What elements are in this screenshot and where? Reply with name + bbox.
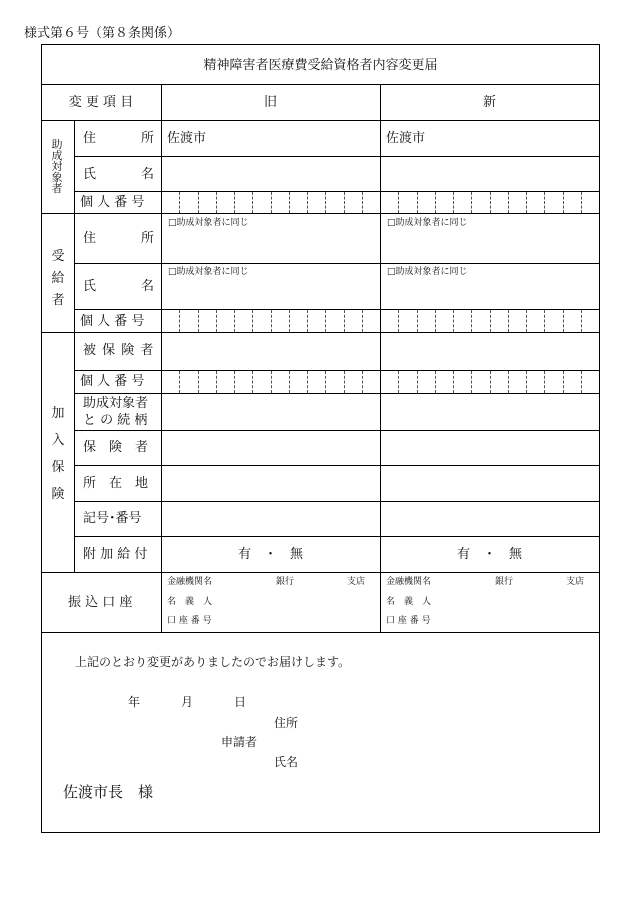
bank-account-number-label-old: 口 座 番 号 — [167, 616, 212, 626]
digit-separator — [362, 371, 363, 393]
digit-separator — [362, 192, 363, 213]
digit-separator — [398, 310, 399, 332]
recipient-address-new-checkbox[interactable]: □助成対象者に同じ — [387, 218, 468, 228]
digit-separator — [289, 371, 290, 393]
digit-separator — [526, 371, 527, 393]
digit-separator — [508, 371, 509, 393]
bank-account-number-label-new: 口 座 番 号 — [386, 616, 431, 626]
addressee: 佐渡市長 様 — [63, 783, 154, 801]
digit-separator — [544, 371, 545, 393]
digit-separator — [198, 310, 199, 332]
recipient-address-label-1: 住 — [83, 231, 97, 246]
digit-separator — [216, 192, 217, 213]
digit-separator — [234, 310, 235, 332]
subject-group-label: 助成対象者 — [51, 138, 63, 195]
digit-separator — [325, 371, 326, 393]
digit-separator — [234, 192, 235, 213]
subject-address-old[interactable]: 佐渡市 — [167, 131, 207, 146]
insurance-group-label: 加入保険 — [51, 406, 65, 502]
digit-separator — [289, 192, 290, 213]
bank-institution-label-new: 金融機関名 — [386, 577, 432, 587]
applicant-name-label: 氏名 — [274, 755, 299, 769]
recipient-group-label: 受給者 — [51, 249, 65, 308]
digit-separator — [544, 192, 545, 213]
date-day-label: 日 — [234, 695, 247, 709]
digit-separator — [289, 310, 290, 332]
bank-suffix-new: 銀行 — [495, 577, 514, 587]
digit-separator — [490, 192, 491, 213]
recipient-address-label-2: 所 — [141, 231, 155, 246]
digit-separator — [490, 371, 491, 393]
subject-address-new[interactable]: 佐渡市 — [386, 131, 426, 146]
digit-separator — [417, 310, 418, 332]
digit-separator — [581, 371, 582, 393]
date-month-label: 月 — [181, 695, 194, 709]
subject-mynumber-label: 個 人 番 号 — [80, 195, 145, 210]
date-year-label: 年 — [128, 695, 141, 709]
digit-separator — [307, 192, 308, 213]
insurer-label: 保 険 者 — [83, 440, 149, 455]
bank-account-label: 振 込 口 座 — [68, 595, 133, 610]
declaration-statement: 上記のとおり変更がありましたのでお届けします。 — [75, 655, 351, 669]
digit-separator — [526, 310, 527, 332]
digit-separator — [581, 192, 582, 213]
relation-label-2: と の 続 柄 — [83, 413, 148, 428]
digit-separator — [508, 192, 509, 213]
additional-benefit-label: 附 加 給 付 — [83, 547, 148, 562]
subject-address-label-2: 所 — [141, 131, 155, 146]
digit-separator — [453, 371, 454, 393]
digit-separator — [179, 371, 180, 393]
digit-separator — [362, 310, 363, 332]
digit-separator — [544, 310, 545, 332]
digit-separator — [179, 192, 180, 213]
branch-suffix-old: 支店 — [347, 577, 366, 587]
digit-separator — [435, 310, 436, 332]
digit-separator — [417, 371, 418, 393]
digit-separator — [325, 192, 326, 213]
digit-separator — [252, 192, 253, 213]
digit-separator — [526, 192, 527, 213]
digit-separator — [307, 371, 308, 393]
location-label: 所 在 地 — [83, 476, 149, 491]
digit-separator — [471, 310, 472, 332]
branch-suffix-new: 支店 — [566, 577, 585, 587]
digit-separator — [252, 371, 253, 393]
digit-separator — [344, 192, 345, 213]
digit-separator — [198, 192, 199, 213]
digit-separator — [490, 310, 491, 332]
digit-separator — [581, 310, 582, 332]
bank-suffix-old: 銀行 — [276, 577, 295, 587]
form-number: 様式第６号（第８条関係） — [24, 26, 181, 41]
applicant-label: 申請者 — [221, 735, 258, 749]
column-header-new: 新 — [482, 95, 496, 110]
applicant-address-label: 住所 — [274, 716, 299, 730]
digit-separator — [398, 371, 399, 393]
subject-name-new-field[interactable] — [381, 157, 599, 190]
recipient-mynumber-label: 個 人 番 号 — [80, 314, 145, 329]
bank-holder-label-old: 名 義 人 — [167, 597, 213, 607]
subject-name-old-field[interactable] — [162, 157, 379, 190]
recipient-name-new-checkbox[interactable]: □助成対象者に同じ — [387, 267, 468, 277]
digit-separator — [271, 310, 272, 332]
insured-label: 被 保 険 者 — [83, 343, 155, 358]
additional-benefit-old[interactable]: 有 ・ 無 — [237, 547, 303, 562]
digit-separator — [271, 192, 272, 213]
digit-separator — [216, 371, 217, 393]
digit-separator — [307, 310, 308, 332]
digit-separator — [435, 371, 436, 393]
insured-new-field[interactable] — [381, 333, 599, 369]
digit-separator — [435, 192, 436, 213]
form-title: 精神障害者医療費受給資格者内容変更届 — [203, 58, 438, 73]
digit-separator — [271, 371, 272, 393]
additional-benefit-new[interactable]: 有 ・ 無 — [456, 547, 522, 562]
insured-old-field[interactable] — [162, 333, 379, 369]
digit-separator — [417, 192, 418, 213]
digit-separator — [179, 310, 180, 332]
subject-name-label-2: 名 — [141, 167, 155, 182]
digit-separator — [325, 310, 326, 332]
digit-separator — [563, 192, 564, 213]
digit-separator — [453, 310, 454, 332]
digit-separator — [252, 310, 253, 332]
digit-separator — [198, 371, 199, 393]
digit-separator — [453, 192, 454, 213]
recipient-address-old-checkbox[interactable]: □助成対象者に同じ — [168, 218, 249, 228]
digit-separator — [563, 371, 564, 393]
insurance-mynumber-label: 個 人 番 号 — [80, 374, 145, 389]
digit-separator — [563, 310, 564, 332]
digit-separator — [398, 192, 399, 213]
digit-separator — [216, 310, 217, 332]
symbol-number-label: 記号･番号 — [83, 511, 142, 526]
recipient-name-label-2: 名 — [141, 279, 155, 294]
digit-separator — [234, 371, 235, 393]
bank-holder-label-new: 名 義 人 — [386, 597, 432, 607]
relation-label-1: 助成対象者 — [83, 396, 149, 411]
digit-separator — [344, 310, 345, 332]
recipient-name-label-1: 氏 — [83, 279, 97, 294]
subject-name-label-1: 氏 — [83, 167, 97, 182]
digit-separator — [344, 371, 345, 393]
subject-address-label-1: 住 — [83, 131, 97, 146]
column-header-item: 変 更 項 目 — [68, 95, 134, 110]
digit-separator — [471, 371, 472, 393]
digit-separator — [508, 310, 509, 332]
bank-institution-label-old: 金融機関名 — [167, 577, 213, 587]
recipient-name-old-checkbox[interactable]: □助成対象者に同じ — [168, 267, 249, 277]
column-header-old: 旧 — [263, 95, 277, 110]
digit-separator — [471, 192, 472, 213]
